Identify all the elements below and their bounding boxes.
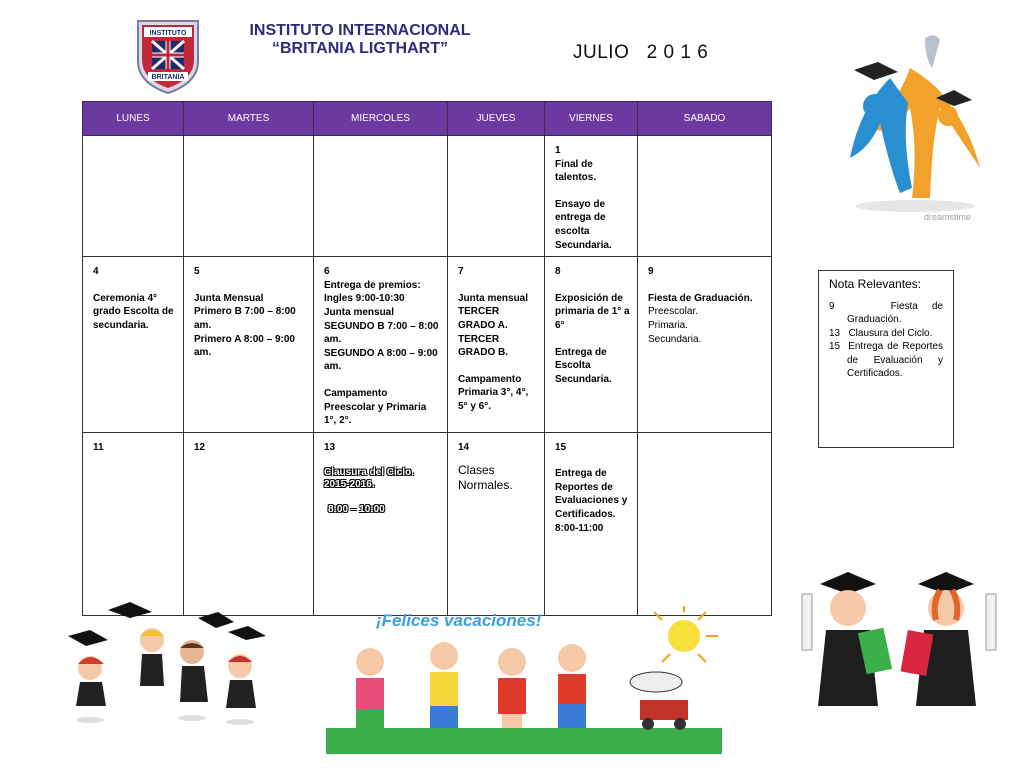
jumping-graduates-illustration <box>60 598 275 728</box>
day-number: 14 <box>458 441 470 453</box>
crest-bottom-text: BRITANIA <box>151 74 185 81</box>
event-text: Clausura del Ciclo. 2015-2016. <box>324 467 415 491</box>
graduation-figures-illustration <box>840 28 990 223</box>
event-text: Junta mensual <box>324 306 395 318</box>
calendar-day-cell <box>314 257 448 433</box>
school-name <box>230 22 490 58</box>
notes-item: 13 Clausura del Ciclo. <box>829 327 933 339</box>
notes-item: 15 Entrega de Reportes de Evaluación y Certificados. <box>829 341 946 379</box>
school-crest-logo <box>132 17 204 95</box>
calendar-week-row <box>83 432 772 615</box>
event-text: Secundaria. <box>648 333 702 345</box>
calendar-empty-cell <box>638 432 772 615</box>
calendar-day-cell <box>545 257 638 433</box>
event-text: TERCER GRADO A. <box>458 306 508 331</box>
school-name-line1: INSTITUTO INTERNACIONAL <box>249 22 471 39</box>
event-text: Exposición de primaria de 1° a 6° <box>555 292 630 331</box>
day-number: 5 <box>194 266 200 278</box>
watermark-text: dreamstime <box>924 212 972 222</box>
crest-top-text: INSTITUTO <box>149 30 187 37</box>
weekday-header-row <box>83 102 772 136</box>
calendar-empty-cell <box>314 136 448 257</box>
weekday-header: VIERNES <box>545 102 638 136</box>
day-number: 9 <box>648 266 654 278</box>
weekday-header: SABADO <box>638 102 772 136</box>
calendar-day-cell <box>448 432 545 615</box>
school-name-line2: “BRITANIA LIGTHART” <box>272 40 448 57</box>
event-text: Junta Mensual <box>194 292 264 304</box>
calendar-day-cell <box>83 257 184 433</box>
event-text: Junta mensual <box>458 292 529 304</box>
day-number: 11 <box>93 441 104 453</box>
calendar-empty-cell <box>184 136 314 257</box>
month-title: JULIO 2 0 1 6 <box>573 42 709 63</box>
event-text: Campamento Preescolar y Primaria 1°, 2°. <box>324 387 427 427</box>
day-number: 6 <box>324 266 330 278</box>
happy-vacation-kids-illustration <box>326 606 722 754</box>
day-number: 7 <box>458 266 464 278</box>
event-text: Clases Normales. <box>458 463 513 493</box>
event-text: Primero A 8:00 – 9:00 am. <box>194 333 295 359</box>
calendar-table <box>82 101 772 616</box>
calendar-empty-cell <box>638 136 772 257</box>
calendar-day-cell <box>184 257 314 433</box>
weekday-header: MIERCOLES <box>314 102 448 136</box>
calendar-empty-cell <box>448 136 545 257</box>
notes-title: Nota Relevantes: <box>829 277 922 291</box>
calendar-week-row <box>83 136 772 257</box>
day-number: 4 <box>93 266 99 278</box>
notes-box <box>818 270 954 448</box>
graduates-with-books-illustration <box>800 560 1005 710</box>
calendar-day-cell <box>545 432 638 615</box>
calendar-day-cell <box>448 257 545 433</box>
calendar-day-cell <box>545 136 638 257</box>
weekday-header: JUEVES <box>448 102 545 136</box>
event-text: Entrega de Reportes de Evaluaciones y Certificados. <box>555 468 628 521</box>
weekday-header: LUNES <box>83 102 184 136</box>
day-number: 13 <box>324 441 336 453</box>
event-text: Preescolar. <box>648 306 699 318</box>
calendar-day-cell <box>83 432 184 615</box>
event-text: Entrega de premios: <box>324 279 421 291</box>
event-text: Fiesta de Graduación. <box>648 292 753 304</box>
event-text: Entrega de Escolta Secundaria. <box>555 346 612 385</box>
event-text: Campamento Primaria 3°, 4°, 5° y 6°. <box>458 373 529 412</box>
event-text: Primaria. <box>648 319 689 331</box>
day-number: 8 <box>555 266 561 278</box>
event-text: 8:00-11:00 <box>555 522 604 534</box>
notes-item: 9 Fiesta de Graduación. <box>829 300 946 325</box>
event-text: SEGUNDO A 8:00 – 9:00 am. <box>324 347 438 373</box>
calendar-empty-cell <box>83 136 184 257</box>
calendar-day-cell <box>314 432 448 615</box>
day-number: 1 <box>555 145 561 156</box>
calendar-week-row <box>83 257 772 433</box>
event-text: Ceremonia 4° grado Escolta de secundaria. <box>93 292 174 331</box>
event-text: SEGUNDO B 7:00 – 8:00 am. <box>324 320 439 346</box>
event-text: TERCER GRADO B. <box>458 333 508 359</box>
event-text: Ensayo de entrega de escolta Secundaria. <box>555 198 612 251</box>
calendar-day-cell <box>638 257 772 433</box>
weekday-header: MARTES <box>184 102 314 136</box>
event-text: Ingles 9:00-10:30 <box>324 293 405 305</box>
day-number: 15 <box>555 441 567 453</box>
day-number: 12 <box>194 441 206 453</box>
event-text: 8:00 – 10:00 <box>328 504 385 516</box>
event-text: Final de talentos. <box>555 158 597 184</box>
event-text: Primero B 7:00 – 8:00 am. <box>194 306 296 331</box>
calendar-day-cell <box>184 432 314 615</box>
vacation-banner-text: ¡Felices vacaciones! <box>376 611 542 630</box>
